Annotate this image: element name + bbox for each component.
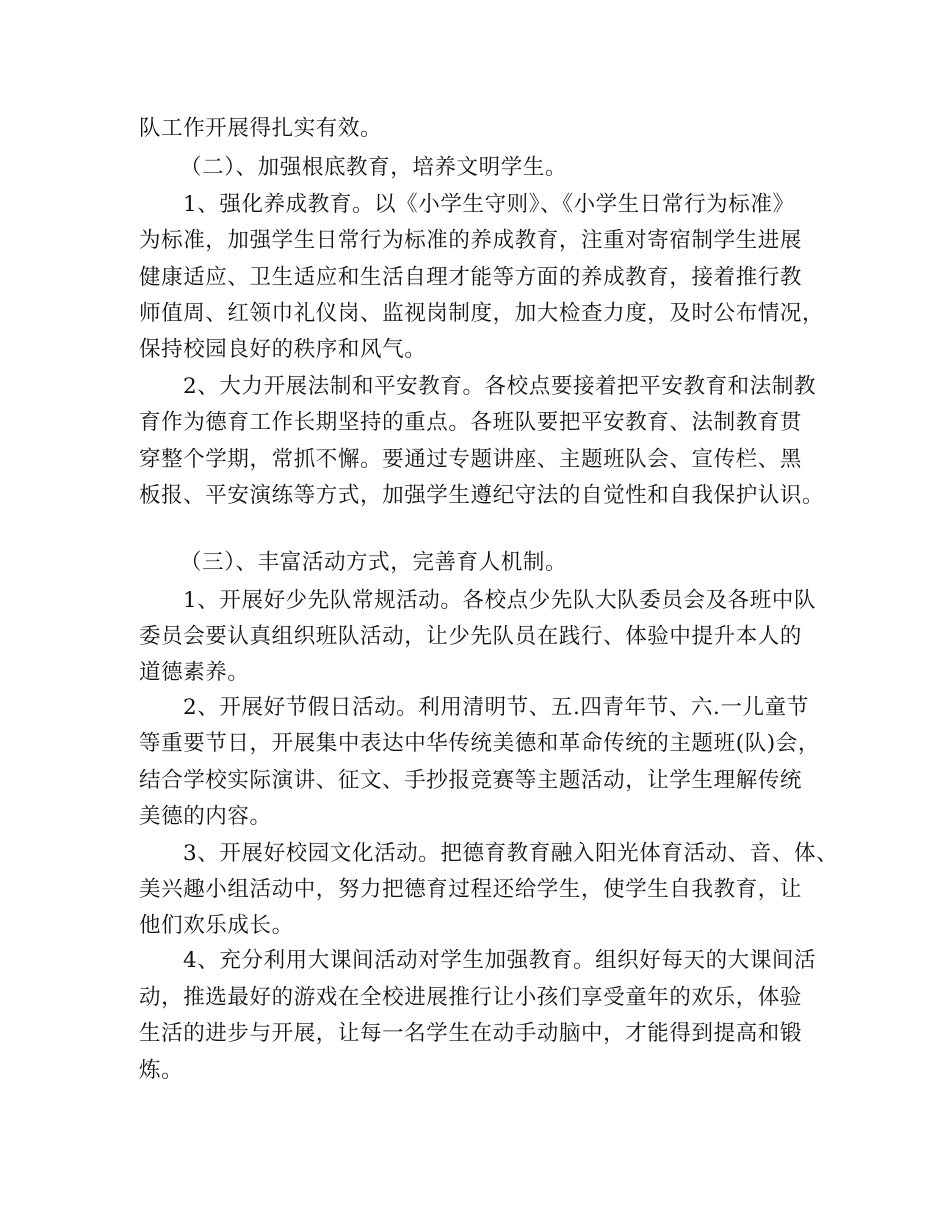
text-line-15: 道德素养。 [139, 660, 250, 685]
text-line-23: 4、充分利用大课间活动对学生加强教育。组织好每天的大课间活 [183, 948, 817, 973]
text-line-17: 等重要节日，开展集中表达中华传统美德和革命传统的主题班(队)会， [139, 731, 820, 756]
text-line-10: 穿整个学期，常抓不懈。要通过专题讲座、主题班队会、宣传栏、黑 [139, 447, 803, 472]
section-heading-3: （三）、丰富活动方式，完善育人机制。 [180, 550, 568, 575]
text-line-4: 为标准，加强学生日常行为标准的养成教育，注重对寄宿制学生进展 [139, 228, 803, 253]
text-line-25: 生活的进步与开展，让每一名学生在动手动脑中，才能得到提高和锻 [139, 1021, 803, 1046]
text-line-9: 育作为德育工作长期坚持的重点。各班队要把平安教育、法制教育贯 [139, 410, 803, 435]
text-line-26: 炼。 [139, 1058, 184, 1083]
text-line-3: 1、强化养成教育。以《小学生守则》、《小学生日常行为标准》 [183, 192, 795, 217]
text-line-7: 保持校园良好的秩序和风气。 [139, 337, 427, 362]
text-line-1: 队工作开展得扎实有效。 [139, 116, 383, 141]
text-line-19: 美德的内容。 [139, 804, 272, 829]
text-line-11: 板报、平安演练等方式，加强学生遵纪守法的自觉性和自我保护认识。 [139, 483, 825, 508]
text-line-24: 动，推选最好的游戏在全校进展推行让小孩们享受童年的欢乐，体验 [139, 985, 803, 1010]
text-line-6: 师值周、红领巾礼仪岗、监视岗制度，加大检查力度，及时公布情况， [139, 301, 825, 326]
text-line-8: 2、大力开展法制和平安教育。各校点要接着把平安教育和法制教 [183, 374, 817, 399]
text-line-22: 他们欢乐成长。 [139, 913, 294, 938]
text-line-14: 委员会要认真组织班队活动，让少先队员在践行、体验中提升本人的 [139, 624, 803, 649]
text-line-20: 3、开展好校园文化活动。把德育教育融入阳光体育活动、音、体、 [183, 841, 839, 866]
text-line-18: 结合学校实际演讲、征文、手抄报竞赛等主题活动，让学生理解传统 [139, 768, 803, 793]
text-line-5: 健康适应、卫生适应和生活自理才能等方面的养成教育，接着推行教 [139, 265, 803, 290]
text-line-13: 1、开展好少先队常规活动。各校点少先队大队委员会及各班中队 [183, 588, 817, 613]
section-heading-2: （二）、加强根底教育，培养文明学生。 [180, 155, 568, 180]
text-line-21: 美兴趣小组活动中，努力把德育过程还给学生，使学生自我教育，让 [139, 877, 803, 902]
text-line-16: 2、开展好节假日活动。利用清明节、五.四青年节、六.一儿童节 [183, 695, 809, 720]
